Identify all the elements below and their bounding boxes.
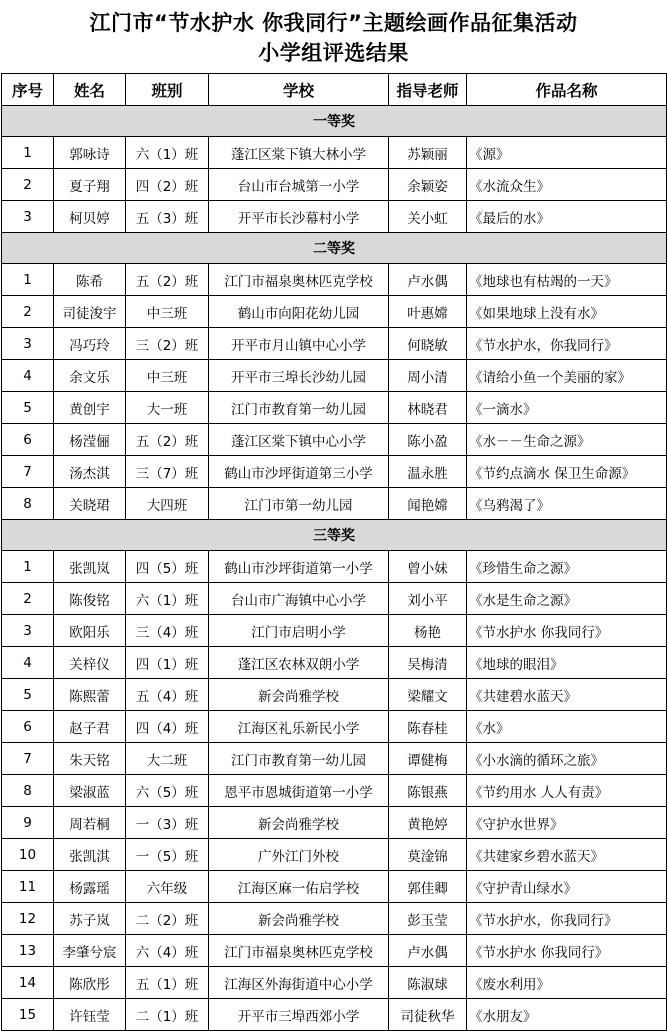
cell-school: 新会尚雅学校 — [209, 903, 389, 935]
cell-name: 陈熙蕾 — [54, 679, 126, 711]
cell-work-title: 《如果地球上没有水》 — [467, 296, 667, 328]
cell-index: 5 — [2, 679, 54, 711]
cell-name: 许钰莹 — [54, 999, 126, 1031]
cell-name: 杨露瑶 — [54, 871, 126, 903]
cell-index: 1 — [2, 551, 54, 583]
cell-index: 8 — [2, 775, 54, 807]
header-class: 班别 — [126, 74, 209, 106]
cell-name: 柯贝婷 — [54, 201, 126, 233]
cell-teacher: 司徒秋华 — [389, 999, 467, 1031]
table-row — [2, 360, 667, 392]
cell-index: 7 — [2, 456, 54, 488]
cell-class: 六（1）班 — [126, 583, 209, 615]
cell-teacher: 吴梅清 — [389, 647, 467, 679]
table-row — [2, 871, 667, 903]
cell-name: 汤杰淇 — [54, 456, 126, 488]
cell-work-title: 《地球也有枯竭的一天》 — [467, 264, 667, 296]
cell-name: 余文乐 — [54, 360, 126, 392]
cell-index: 5 — [2, 392, 54, 424]
cell-name: 杨滢俪 — [54, 424, 126, 456]
cell-name: 陈俊铭 — [54, 583, 126, 615]
section-header-row — [2, 520, 667, 551]
cell-class: 五（2）班 — [126, 424, 209, 456]
cell-school: 鹤山市向阳花幼儿园 — [209, 296, 389, 328]
cell-name: 欧阳乐 — [54, 615, 126, 647]
cell-teacher: 叶惠嫦 — [389, 296, 467, 328]
table-row — [2, 711, 667, 743]
cell-index: 13 — [2, 935, 54, 967]
cell-name: 冯巧玲 — [54, 328, 126, 360]
cell-teacher: 苏颖丽 — [389, 137, 467, 169]
cell-index: 14 — [2, 967, 54, 999]
cell-school: 蓬江区棠下镇大林小学 — [209, 137, 389, 169]
table-row — [2, 967, 667, 999]
table-row — [2, 999, 667, 1031]
cell-index: 4 — [2, 360, 54, 392]
table-row — [2, 903, 667, 935]
section-title: 一等奖 — [2, 106, 667, 137]
cell-index: 2 — [2, 296, 54, 328]
cell-teacher: 梁耀文 — [389, 679, 467, 711]
cell-teacher: 黄艳婷 — [389, 807, 467, 839]
cell-work-title: 《水－－生命之源》 — [467, 424, 667, 456]
section-title: 三等奖 — [2, 520, 667, 551]
cell-class: 五（1）班 — [126, 967, 209, 999]
cell-index: 3 — [2, 201, 54, 233]
cell-class: 中三班 — [126, 296, 209, 328]
table-row — [2, 424, 667, 456]
cell-name: 陈希 — [54, 264, 126, 296]
table-row — [2, 679, 667, 711]
results-table — [1, 73, 667, 1031]
cell-teacher: 关小虹 — [389, 201, 467, 233]
cell-index: 7 — [2, 743, 54, 775]
cell-name: 朱天铭 — [54, 743, 126, 775]
cell-index: 9 — [2, 807, 54, 839]
table-row — [2, 296, 667, 328]
cell-teacher: 莫淦锦 — [389, 839, 467, 871]
cell-index: 15 — [2, 999, 54, 1031]
cell-work-title: 《水朋友》 — [467, 999, 667, 1031]
cell-class: 六（5）班 — [126, 775, 209, 807]
cell-class: 一（5）班 — [126, 839, 209, 871]
table-row — [2, 807, 667, 839]
cell-school: 江门市第一幼儿园 — [209, 488, 389, 520]
cell-index: 1 — [2, 137, 54, 169]
cell-teacher: 闻艳嫦 — [389, 488, 467, 520]
cell-work-title: 《节约点滴水 保卫生命源》 — [467, 456, 667, 488]
header-index: 序号 — [2, 74, 54, 106]
table-row — [2, 743, 667, 775]
cell-name: 张凯淇 — [54, 839, 126, 871]
cell-school: 新会尚雅学校 — [209, 807, 389, 839]
cell-school: 恩平市恩城街道第一小学 — [209, 775, 389, 807]
cell-work-title: 《地球的眼泪》 — [467, 647, 667, 679]
cell-work-title: 《一滴水》 — [467, 392, 667, 424]
document-subtitle: 小学组评选结果 — [258, 41, 409, 65]
cell-name: 陈欣彤 — [54, 967, 126, 999]
cell-teacher: 陈银燕 — [389, 775, 467, 807]
cell-work-title: 《节水护水，你我同行》 — [467, 903, 667, 935]
table-row — [2, 328, 667, 360]
section-header-row — [2, 233, 667, 264]
cell-index: 2 — [2, 169, 54, 201]
cell-school: 江门市福泉奥林匹克学校 — [209, 935, 389, 967]
cell-teacher: 卢水偶 — [389, 935, 467, 967]
cell-school: 江海区外海街道中心小学 — [209, 967, 389, 999]
cell-teacher: 周小清 — [389, 360, 467, 392]
header-name: 姓名 — [54, 74, 126, 106]
cell-work-title: 《守护水世界》 — [467, 807, 667, 839]
cell-index: 6 — [2, 424, 54, 456]
cell-school: 鹤山市沙坪街道第一小学 — [209, 551, 389, 583]
cell-work-title: 《乌鸦渴了》 — [467, 488, 667, 520]
cell-teacher: 陈淑球 — [389, 967, 467, 999]
cell-teacher: 林晓君 — [389, 392, 467, 424]
cell-work-title: 《最后的水》 — [467, 201, 667, 233]
cell-index: 3 — [2, 328, 54, 360]
cell-class: 大二班 — [126, 743, 209, 775]
header-school: 学校 — [209, 74, 389, 106]
table-row — [2, 456, 667, 488]
cell-school: 鹤山市沙坪街道第三小学 — [209, 456, 389, 488]
cell-teacher: 谭健梅 — [389, 743, 467, 775]
cell-work-title: 《节约用水 人人有责》 — [467, 775, 667, 807]
table-row — [2, 488, 667, 520]
cell-class: 六年级 — [126, 871, 209, 903]
cell-teacher: 彭玉莹 — [389, 903, 467, 935]
cell-class: 一（3）班 — [126, 807, 209, 839]
cell-index: 2 — [2, 583, 54, 615]
table-row — [2, 615, 667, 647]
cell-index: 3 — [2, 615, 54, 647]
cell-teacher: 刘小平 — [389, 583, 467, 615]
cell-class: 大一班 — [126, 392, 209, 424]
table-row — [2, 583, 667, 615]
header-work-title: 作品名称 — [467, 74, 667, 106]
cell-class: 三（4）班 — [126, 615, 209, 647]
cell-class: 五（4）班 — [126, 679, 209, 711]
cell-class: 三（7）班 — [126, 456, 209, 488]
cell-work-title: 《水流众生》 — [467, 169, 667, 201]
cell-school: 江海区礼乐新民小学 — [209, 711, 389, 743]
table-row — [2, 201, 667, 233]
table-row — [2, 137, 667, 169]
table-row — [2, 935, 667, 967]
cell-work-title: 《源》 — [467, 137, 667, 169]
cell-work-title: 《珍惜生命之源》 — [467, 551, 667, 583]
cell-class: 二（1）班 — [126, 999, 209, 1031]
cell-school: 开平市三埠长沙幼儿园 — [209, 360, 389, 392]
table-row — [2, 551, 667, 583]
cell-teacher: 杨艳 — [389, 615, 467, 647]
cell-school: 开平市长沙幕村小学 — [209, 201, 389, 233]
header-teacher: 指导老师 — [389, 74, 467, 106]
cell-work-title: 《请给小鱼一个美丽的家》 — [467, 360, 667, 392]
cell-work-title: 《守护青山绿水》 — [467, 871, 667, 903]
cell-class: 五（2）班 — [126, 264, 209, 296]
cell-name: 苏子岚 — [54, 903, 126, 935]
cell-name: 周若桐 — [54, 807, 126, 839]
table-body — [2, 106, 667, 1031]
cell-name: 李肇兮宸 — [54, 935, 126, 967]
cell-class: 四（1）班 — [126, 647, 209, 679]
cell-teacher: 郭佳卿 — [389, 871, 467, 903]
cell-school: 江门市福泉奥林匹克学校 — [209, 264, 389, 296]
cell-work-title: 《小水滴的循环之旅》 — [467, 743, 667, 775]
cell-work-title: 《水是生命之源》 — [467, 583, 667, 615]
cell-teacher: 余颖姿 — [389, 169, 467, 201]
table-row — [2, 169, 667, 201]
cell-name: 郭咏诗 — [54, 137, 126, 169]
cell-school: 江门市启明小学 — [209, 615, 389, 647]
cell-class: 六（4）班 — [126, 935, 209, 967]
table-row — [2, 839, 667, 871]
cell-name: 黄创宇 — [54, 392, 126, 424]
section-header-row — [2, 106, 667, 137]
cell-name: 关梓仪 — [54, 647, 126, 679]
cell-class: 五（3）班 — [126, 201, 209, 233]
cell-class: 四（2）班 — [126, 169, 209, 201]
cell-teacher: 卢水偶 — [389, 264, 467, 296]
table-row — [2, 775, 667, 807]
cell-teacher: 何晓敏 — [389, 328, 467, 360]
cell-class: 四（5）班 — [126, 551, 209, 583]
cell-school: 新会尚雅学校 — [209, 679, 389, 711]
cell-class: 二（2）班 — [126, 903, 209, 935]
cell-work-title: 《共建碧水蓝天》 — [467, 679, 667, 711]
cell-class: 中三班 — [126, 360, 209, 392]
cell-school: 台山市台城第一小学 — [209, 169, 389, 201]
table-row — [2, 647, 667, 679]
cell-name: 梁淑蓝 — [54, 775, 126, 807]
cell-class: 大四班 — [126, 488, 209, 520]
cell-index: 11 — [2, 871, 54, 903]
cell-school: 广外江门外校 — [209, 839, 389, 871]
cell-class: 六（1）班 — [126, 137, 209, 169]
cell-teacher: 温永胜 — [389, 456, 467, 488]
section-title: 二等奖 — [2, 233, 667, 264]
cell-name: 关晓珺 — [54, 488, 126, 520]
table-row — [2, 392, 667, 424]
cell-index: 1 — [2, 264, 54, 296]
cell-work-title: 《水》 — [467, 711, 667, 743]
table-row — [2, 264, 667, 296]
cell-school: 开平市三埠西郊小学 — [209, 999, 389, 1031]
cell-index: 10 — [2, 839, 54, 871]
cell-name: 张凯岚 — [54, 551, 126, 583]
cell-name: 赵子君 — [54, 711, 126, 743]
cell-teacher: 陈小盈 — [389, 424, 467, 456]
cell-work-title: 《节水护水 你我同行》 — [467, 615, 667, 647]
cell-school: 台山市广海镇中心小学 — [209, 583, 389, 615]
cell-name: 司徒浚宇 — [54, 296, 126, 328]
cell-teacher: 曾小妹 — [389, 551, 467, 583]
cell-index: 8 — [2, 488, 54, 520]
cell-class: 三（2）班 — [126, 328, 209, 360]
document-title: 江门市“节水护水 你我同行”主题绘画作品征集活动 — [89, 11, 578, 35]
cell-work-title: 《废水利用》 — [467, 967, 667, 999]
cell-index: 6 — [2, 711, 54, 743]
cell-name: 夏子翔 — [54, 169, 126, 201]
cell-index: 12 — [2, 903, 54, 935]
cell-work-title: 《共建家乡碧水蓝天》 — [467, 839, 667, 871]
cell-class: 四（4）班 — [126, 711, 209, 743]
cell-school: 江门市教育第一幼儿园 — [209, 392, 389, 424]
cell-work-title: 《节水护水 你我同行》 — [467, 935, 667, 967]
cell-school: 蓬江区农林双朗小学 — [209, 647, 389, 679]
cell-school: 江海区麻一佑启学校 — [209, 871, 389, 903]
cell-teacher: 陈春桂 — [389, 711, 467, 743]
header-row — [2, 74, 667, 106]
cell-school: 江门市教育第一幼儿园 — [209, 743, 389, 775]
cell-school: 蓬江区棠下镇中心小学 — [209, 424, 389, 456]
cell-index: 4 — [2, 647, 54, 679]
cell-work-title: 《节水护水，你我同行》 — [467, 328, 667, 360]
cell-school: 开平市月山镇中心小学 — [209, 328, 389, 360]
